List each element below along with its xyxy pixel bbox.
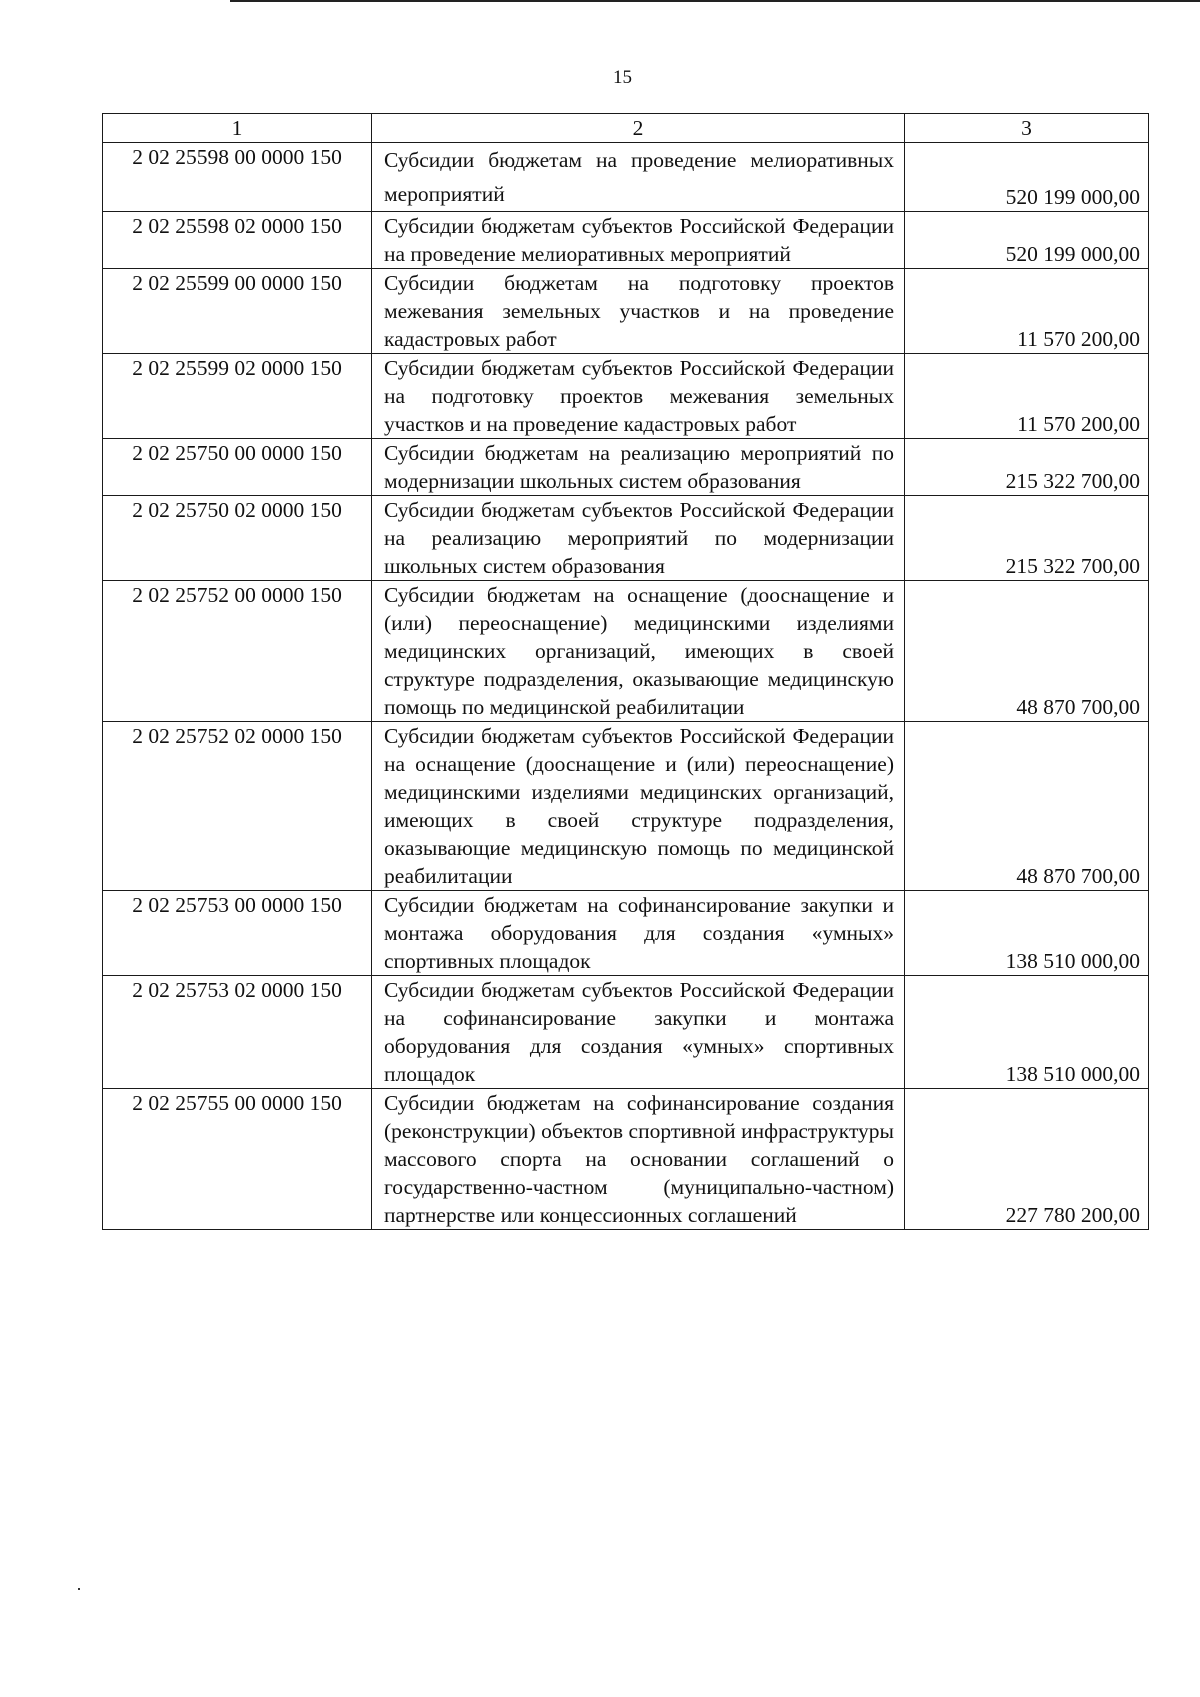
column-header-amount: 3 (905, 114, 1149, 143)
row-name: Субсидии бюджетам на подготовку проектов межевания земельных участков и на проведение кадастровых работ (372, 269, 905, 354)
row-code: 2 02 25752 02 0000 150 (103, 722, 372, 891)
table-row (103, 143, 1149, 212)
row-name: Субсидии бюджетам субъектов Российской Федерации на подготовку проектов межевания земельных участков и на проведение кадастровых работ (372, 354, 905, 439)
row-code: 2 02 25599 00 0000 150 (103, 269, 372, 354)
row-code: 2 02 25753 02 0000 150 (103, 976, 372, 1089)
row-amount: 138 510 000,00 (905, 976, 1149, 1089)
table-row (103, 354, 1149, 439)
row-amount: 520 199 000,00 (905, 143, 1149, 212)
row-code: 2 02 25752 00 0000 150 (103, 581, 372, 722)
table-row (103, 269, 1149, 354)
row-code: 2 02 25755 00 0000 150 (103, 1089, 372, 1230)
row-amount: 48 870 700,00 (905, 581, 1149, 722)
page-top-edge (230, 0, 1200, 2)
row-name: Субсидии бюджетам субъектов Российской Федерации на оснащение (дооснащение и (или) переоснащение) медицинскими изделиями медицинских организаций, имеющих в своей структуре подразделения, оказывающие медицинскую помощь по медицинской реабилитации (372, 722, 905, 891)
row-amount: 11 570 200,00 (905, 269, 1149, 354)
table-row (103, 976, 1149, 1089)
column-header-code: 1 (103, 114, 372, 143)
table-row (103, 581, 1149, 722)
row-amount: 138 510 000,00 (905, 891, 1149, 976)
row-code: 2 02 25750 00 0000 150 (103, 439, 372, 496)
row-name: Субсидии бюджетам субъектов Российской Федерации на реализацию мероприятий по модернизации школьных систем образования (372, 496, 905, 581)
row-name: Субсидии бюджетам на софинансирование создания (реконструкции) объектов спортивной инфраструктуры массового спорта на основании соглашений о государственно-частном (муниципально-частном) партнерстве или концессионных соглашений (372, 1089, 905, 1230)
row-name: Субсидии бюджетам на проведение мелиоративных мероприятий (372, 143, 905, 212)
table-row (103, 439, 1149, 496)
row-amount: 215 322 700,00 (905, 439, 1149, 496)
row-amount: 227 780 200,00 (905, 1089, 1149, 1230)
table-row (103, 212, 1149, 269)
table-row (103, 722, 1149, 891)
scan-speck (78, 1588, 80, 1590)
column-header-name: 2 (372, 114, 905, 143)
row-code: 2 02 25753 00 0000 150 (103, 891, 372, 976)
row-name: Субсидии бюджетам субъектов Российской Федерации на софинансирование закупки и монтажа оборудования для создания «умных» спортивных площадок (372, 976, 905, 1089)
row-amount: 11 570 200,00 (905, 354, 1149, 439)
row-amount: 48 870 700,00 (905, 722, 1149, 891)
row-name: Субсидии бюджетам на оснащение (дооснащение и (или) переоснащение) медицинскими изделиями медицинских организаций, имеющих в своей структуре подразделения, оказывающие медицинскую помощь по медицинской реабилитации (372, 581, 905, 722)
row-amount: 215 322 700,00 (905, 496, 1149, 581)
table-row (103, 891, 1149, 976)
budget-revenue-table (102, 113, 1149, 1230)
row-name: Субсидии бюджетам субъектов Российской Федерации на проведение мелиоративных мероприятий (372, 212, 905, 269)
table-row (103, 496, 1149, 581)
row-code: 2 02 25598 00 0000 150 (103, 143, 372, 212)
row-name: Субсидии бюджетам на реализацию мероприятий по модернизации школьных систем образования (372, 439, 905, 496)
row-code: 2 02 25750 02 0000 150 (103, 496, 372, 581)
row-code: 2 02 25598 02 0000 150 (103, 212, 372, 269)
row-name: Субсидии бюджетам на софинансирование закупки и монтажа оборудования для создания «умных» спортивных площадок (372, 891, 905, 976)
page-number: 15 (613, 67, 632, 88)
row-code: 2 02 25599 02 0000 150 (103, 354, 372, 439)
row-amount: 520 199 000,00 (905, 212, 1149, 269)
table-row (103, 1089, 1149, 1230)
table-header-row (103, 114, 1149, 143)
